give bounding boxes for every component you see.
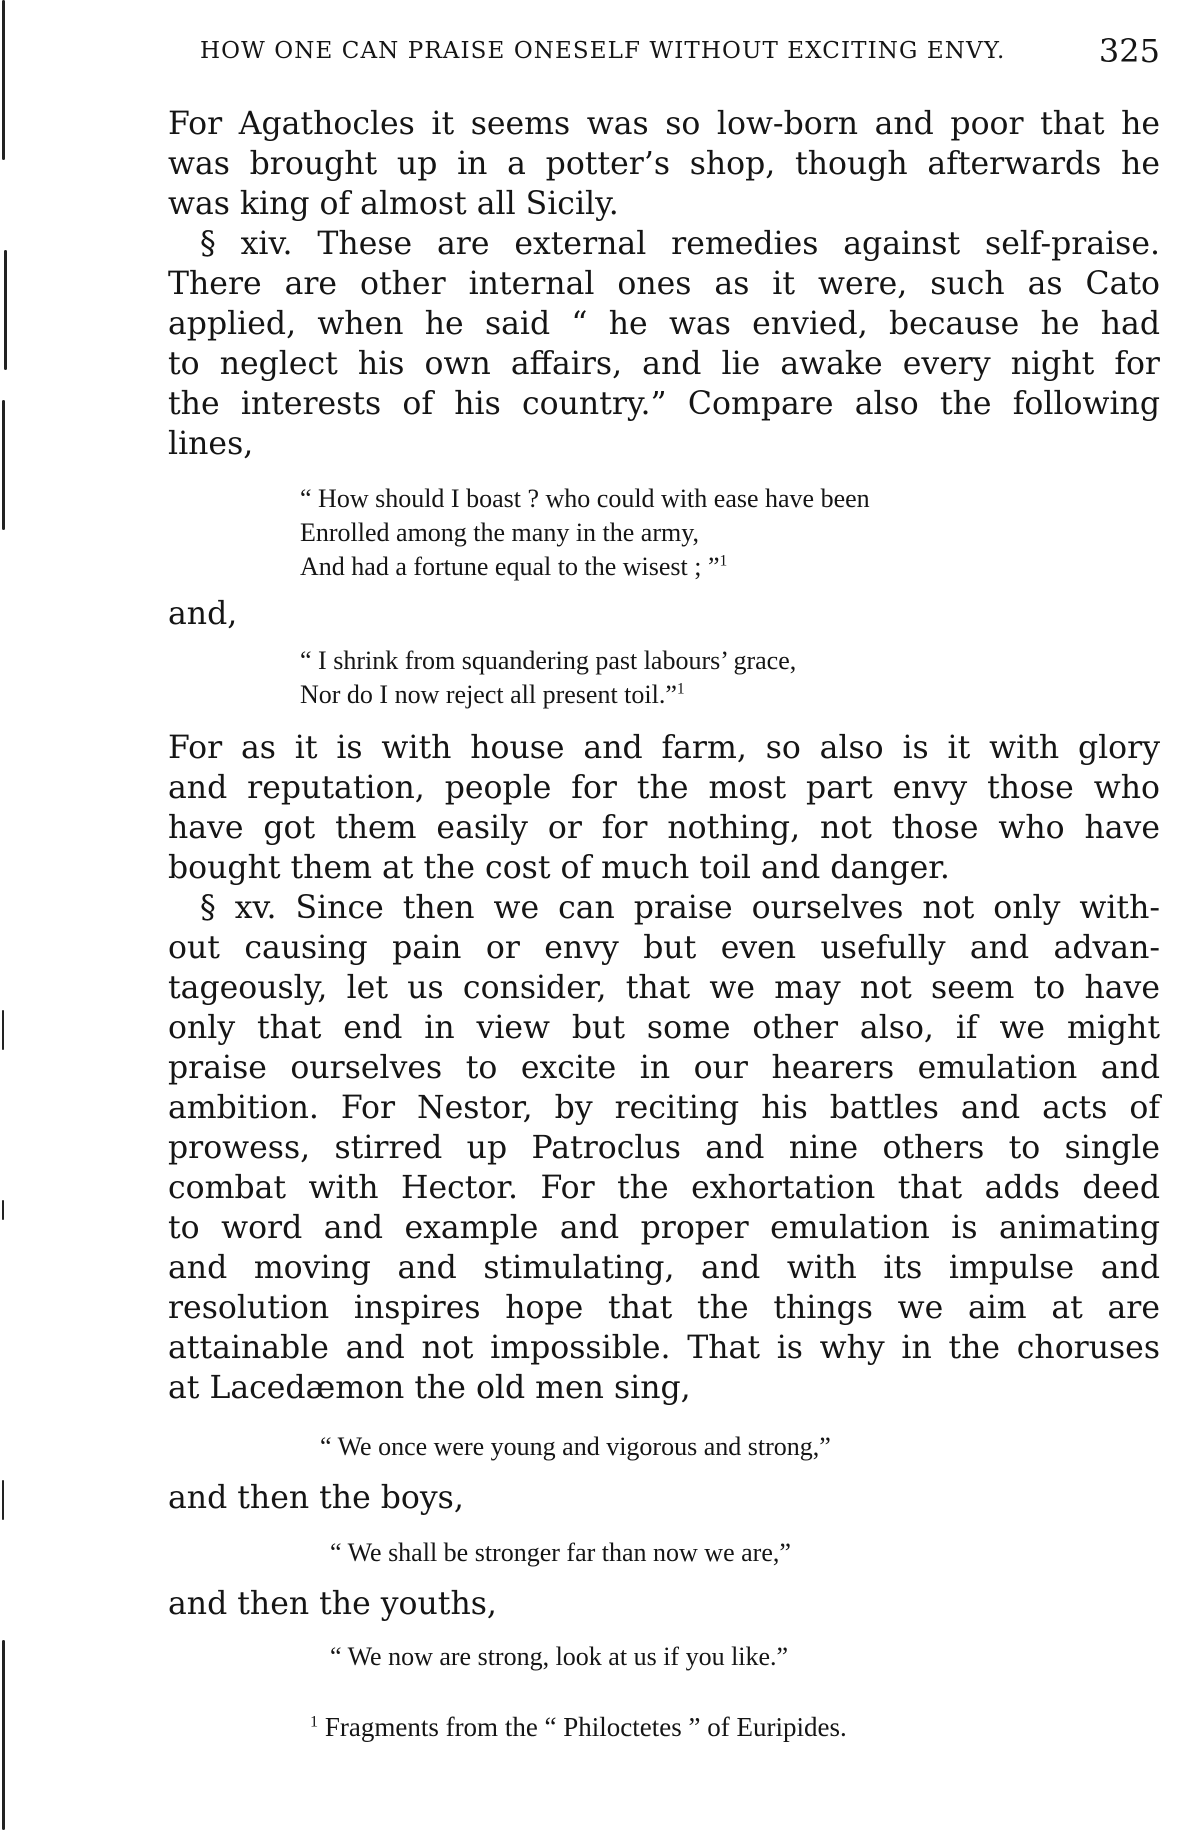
verse-line: “ We now are strong, look at us if you like.” <box>330 1642 789 1671</box>
text-line: to neglect his own affairs, and lie awake every night for <box>168 346 1160 382</box>
verse-line <box>300 552 727 582</box>
text-line: at Lacedæmon the old men sing, <box>168 1370 691 1406</box>
text-line: the interests of his country.” Compare also the following <box>168 386 1160 422</box>
text-line: bought them at the cost of much toil and danger. <box>168 850 950 886</box>
text-line: combat with Hector. For the exhortation that adds deed <box>168 1170 1160 1206</box>
footnote-marker: 1 <box>310 1712 319 1731</box>
text-line: There are other internal ones as it were, such as Cato <box>168 266 1160 302</box>
footnote <box>310 1712 847 1743</box>
text-line: and reputation, people for the most part envy those who <box>168 770 1160 806</box>
footnote-reference: 1 <box>676 680 685 698</box>
text-line: out causing pain or envy but even usefully and advan- <box>168 930 1160 966</box>
footnote-text: Fragments from the “ Philoctetes ” of Euripides. <box>324 1712 847 1742</box>
text-line: praise ourselves to excite in our hearers emulation and <box>168 1050 1160 1086</box>
verse-line: Enrolled among the many in the army, <box>300 518 700 547</box>
text-line: attainable and not impossible. That is why in the choruses <box>168 1330 1160 1366</box>
verse-line: “ We once were young and vigorous and strong,” <box>320 1432 831 1461</box>
text-line: and, <box>168 596 238 632</box>
text-line: was king of almost all Sicily. <box>168 186 619 222</box>
text-line: For Agathocles it seems was so low-born and poor that he <box>168 106 1160 142</box>
verse-line-text: Nor do I now reject all present toil.” <box>300 680 677 709</box>
text-line: § xv. Since then we can praise ourselves not only with- <box>200 890 1160 926</box>
text-line: applied, when he said “ he was envied, because he had <box>168 306 1160 342</box>
verse-line: “ We shall be stronger far than now we are,” <box>330 1538 791 1567</box>
verse-line: “ How should I boast ? who could with ease have been <box>300 484 870 513</box>
text-line: was brought up in a potter’s shop, though afterwards he <box>168 146 1160 182</box>
running-header <box>200 32 1160 70</box>
text-line: and then the boys, <box>168 1480 464 1516</box>
text-line: resolution inspires hope that the things we aim at are <box>168 1290 1160 1326</box>
text-line: For as it is with house and farm, so also is it with glory <box>168 730 1160 766</box>
verse-line-text: And had a fortune equal to the wisest ; ” <box>300 552 720 581</box>
running-title: HOW ONE CAN PRAISE ONESELF WITHOUT EXCITING ENVY. <box>200 38 1006 64</box>
text-line: to word and example and proper emulation is animating <box>168 1210 1160 1246</box>
text-line: and then the youths, <box>168 1586 497 1622</box>
text-line: prowess, stirred up Patroclus and nine others to single <box>168 1130 1160 1166</box>
text-line: and moving and stimulating, and with its impulse and <box>168 1250 1160 1286</box>
page-number: 325 <box>1098 32 1160 70</box>
text-line: only that end in view but some other also, if we might <box>168 1010 1160 1046</box>
text-line: ambition. For Nestor, by reciting his battles and acts of <box>168 1090 1160 1126</box>
text-line: § xiv. These are external remedies against self-praise. <box>200 226 1160 262</box>
text-line: have got them easily or for nothing, not those who have <box>168 810 1160 846</box>
verse-line <box>300 680 685 710</box>
footnote-reference: 1 <box>719 552 728 570</box>
text-line: lines, <box>168 426 254 462</box>
text-line: tageously, let us consider, that we may not seem to have <box>168 970 1160 1006</box>
binding-shadow <box>0 0 12 1832</box>
verse-line: “ I shrink from squandering past labours’ grace, <box>300 646 797 675</box>
